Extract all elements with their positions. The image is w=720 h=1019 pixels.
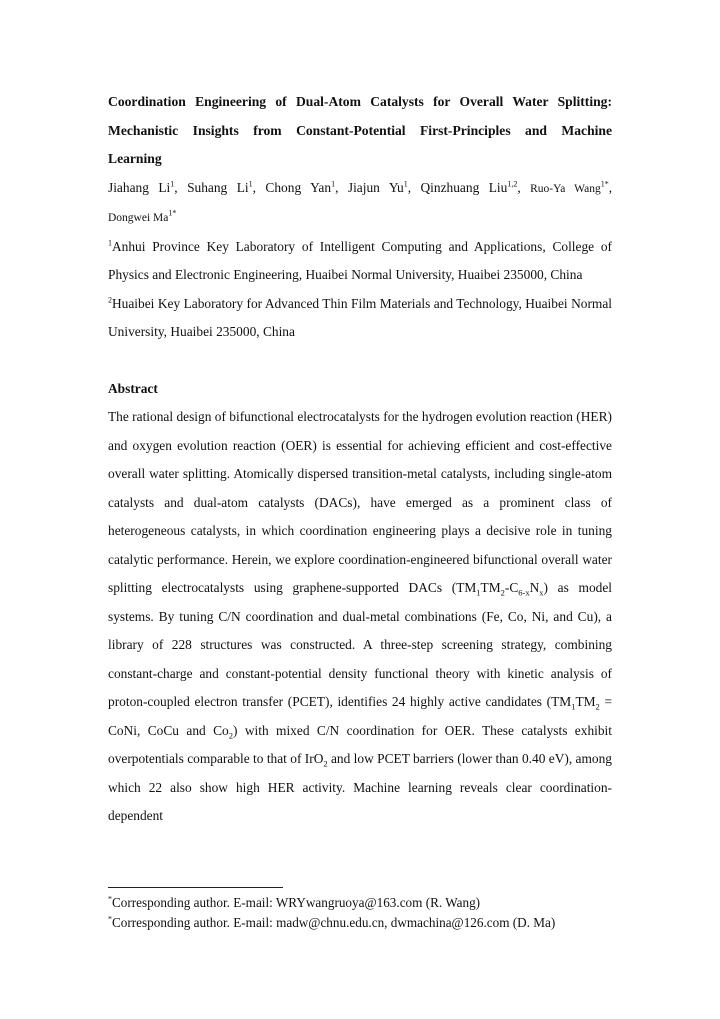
paper-title	[108, 88, 612, 174]
author-name: Suhang Li	[187, 179, 249, 195]
title-line-2: Mechanistic Insights from Constant-Potential First-Principles and Machine	[108, 122, 612, 138]
author-affiliation-mark: 1,2	[507, 179, 518, 189]
footnote-mark: *	[108, 914, 112, 924]
affiliation-text: Huaibei Key Laboratory for Advanced Thin Film Materials and Technology, Huaibei Normal University, Huaibei 235000, China	[108, 295, 612, 339]
subscript: 2	[323, 758, 328, 769]
footnote-mark: *	[108, 894, 112, 904]
title-line-3: Learning	[108, 151, 162, 166]
author-affiliation-mark: 1	[170, 179, 175, 189]
author-name: Qinzhuang Liu	[420, 179, 508, 195]
abstract-text: -C	[504, 580, 519, 595]
abstract-text: TM	[575, 694, 596, 709]
subscript: x	[539, 587, 544, 598]
affiliation-mark: 2	[108, 295, 112, 305]
abstract-body	[108, 403, 612, 831]
paper-first-page	[108, 88, 612, 831]
author-affiliation-mark: 1*	[600, 179, 609, 189]
footnote-corresponding-1	[108, 894, 480, 912]
author-affiliation-mark: 1	[248, 179, 253, 189]
author-list: Jiahang Li$^1$, Suhang Li$^1$, Chong Yan$^1$, Jiajun Yu$^1$, Qinzhuang Liu$^{1,2}$, Ruo-Ya Wang$^{1*}$, Dongwei $Ma^{1*}$	[108, 179, 613, 224]
abstract-text: and low PCET barriers (lower than 0.40 eV), among which 22 also show high HER activity. Machine learning reveals clear coordination-dependent	[108, 751, 612, 823]
author-name: Ruo-Ya Wang	[530, 182, 601, 195]
abstract-text: ) as model systems. By tuning C/N coordination and dual-metal combinations (Fe, Co, Ni, and Cu), a library of 228 structures was constructed. A three-step screening strategy, combining constant-charge and constant-potential density functional theory with kinetic analysis of proton-coupled electron transfer (PCET), identifies 24 highly active candidates (TM	[108, 580, 612, 709]
affiliation-mark: 1	[108, 238, 112, 248]
author-name: Dongwei Ma	[108, 212, 169, 224]
footnote-text: Corresponding author. E-mail: WRYwangruoya@163.com (R. Wang)	[112, 895, 481, 910]
abstract-text: N	[529, 580, 540, 595]
abstract-heading: Abstract	[108, 380, 158, 396]
subscript: 2	[228, 730, 233, 741]
subscript: 1	[476, 587, 481, 598]
subscript: 6-x	[518, 587, 530, 598]
author-affiliation-mark: 1*	[168, 208, 177, 218]
abstract-text: = CoNi, CoCu and Co	[108, 694, 613, 738]
affiliation-text: Anhui Province Key Laboratory of Intelligent Computing and Applications, College of Physics and Electronic Engineering, Huaibei Normal University, Huaibei 235000, China	[108, 238, 612, 282]
footnote-divider	[108, 887, 283, 888]
affiliation-1	[108, 233, 612, 290]
author-affiliation-mark: 1	[331, 179, 336, 189]
abstract-text: The rational design of bifunctional electrocatalysts for the hydrogen evolution reaction (HER) and oxygen evolution reaction (OER) is essential for achieving efficient and cost-effective overall water splitting. Atomically dispersed transition-metal catalysts, including single-atom catalysts and dual-atom catalysts (DACs), have emerged as a prominent class of heterogeneous catalysts, in which coordination engineering plays a decisive role in tuning catalytic performance. Herein, we explore coordination-engineered bifunctional overall water splitting electrocatalysts using graphene-supported DACs (TM	[108, 409, 612, 595]
author-name: Chong Yan	[265, 179, 332, 195]
subscript: 1	[571, 701, 576, 712]
footnote-corresponding-2	[108, 914, 555, 932]
affiliation-2	[108, 290, 612, 347]
subscript: 2	[595, 701, 600, 712]
subscript: 2	[500, 587, 505, 598]
title-line-1: Coordination Engineering of Dual-Atom Catalysts for Overall Water Splitting:	[108, 94, 612, 109]
abstract-text: TM	[480, 580, 501, 595]
author-name: Jiajun Yu	[347, 179, 404, 195]
author-name: Jiahang Li	[108, 179, 171, 195]
author-affiliation-mark: 1	[403, 179, 408, 189]
abstract-text: ) with mixed C/N coordination for OER. These catalysts exhibit overpotentials comparable to that of IrO	[108, 722, 613, 766]
footnote-text: Corresponding author. E-mail: madw@chnu.edu.cn, dwmachina@126.com (D. Ma)	[112, 915, 556, 930]
